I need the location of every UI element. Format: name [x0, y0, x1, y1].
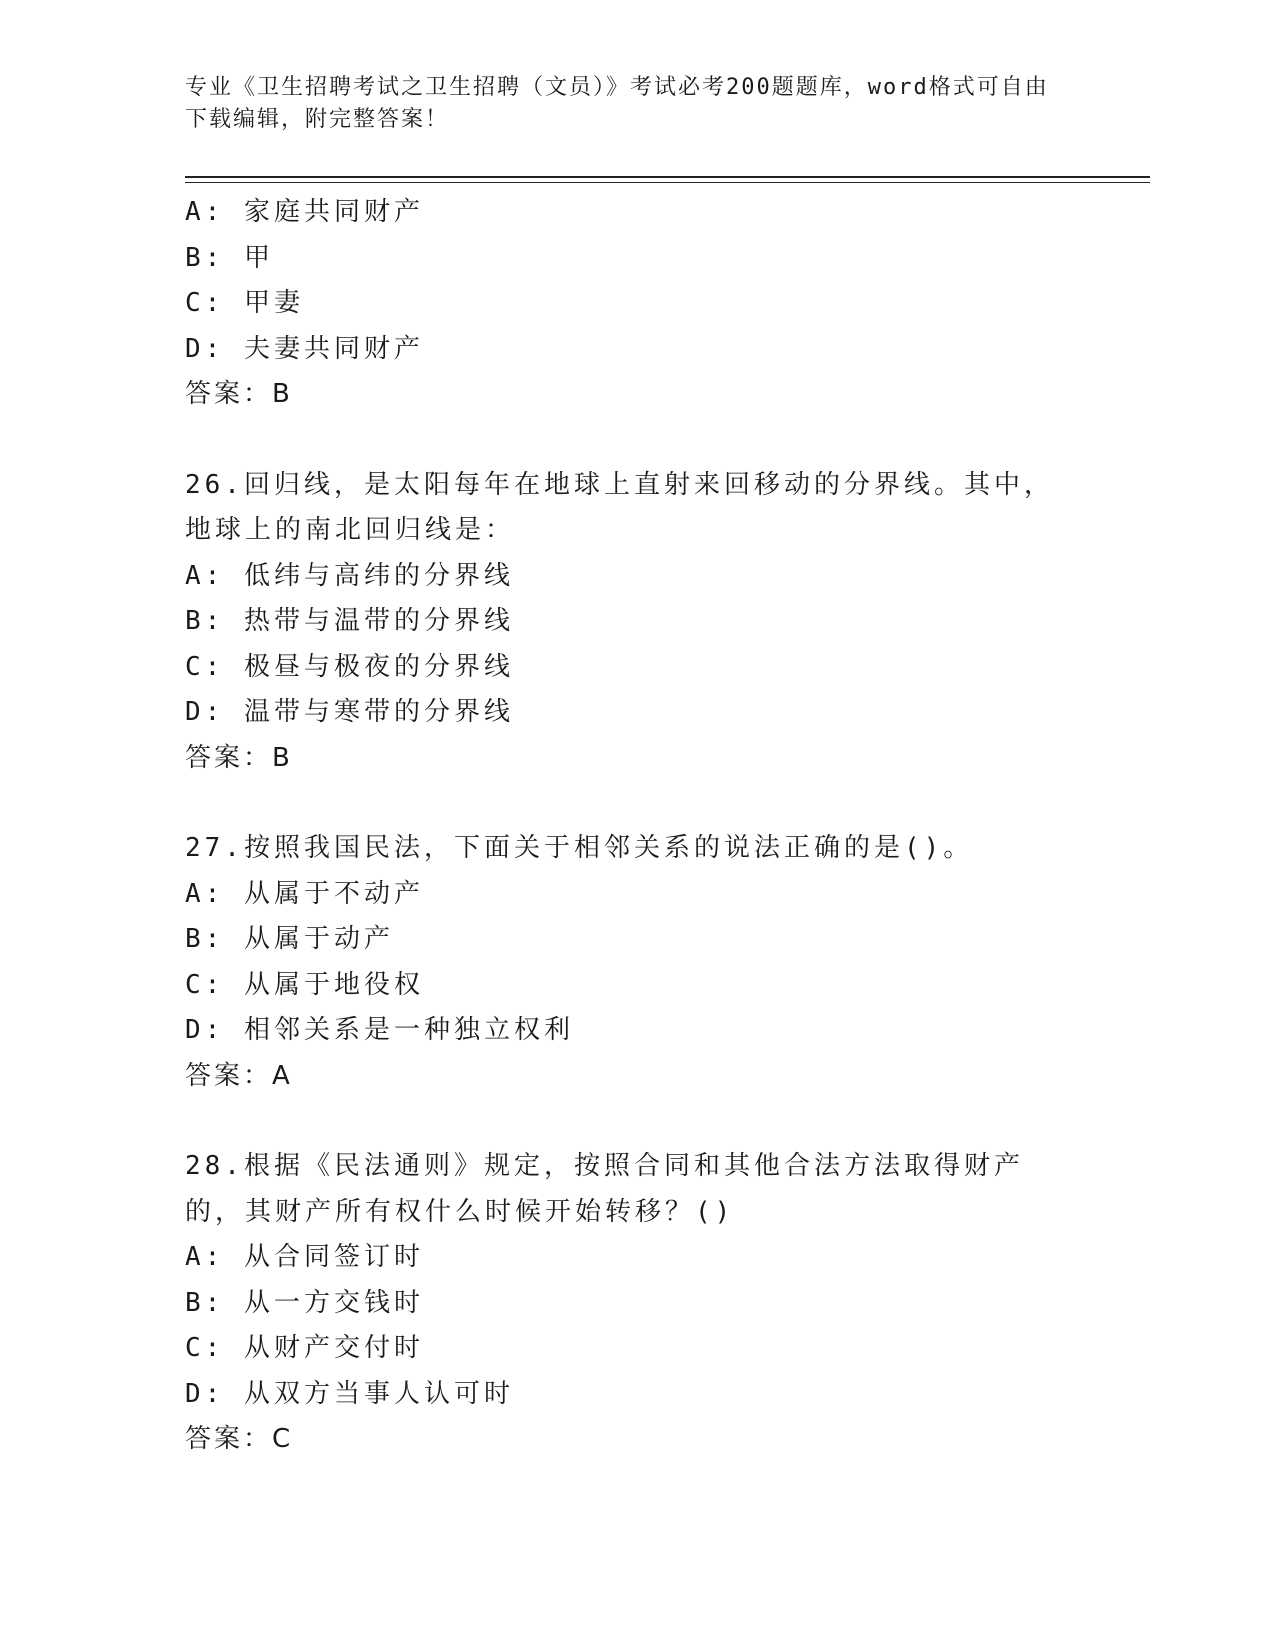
option-b: B: 从属于动产 [185, 924, 394, 954]
header-divider-thick [185, 176, 1150, 178]
question-stem: 27.按照我国民法，下面关于相邻关系的说法正确的是()。 [185, 833, 974, 863]
option-d: D: 夫妻共同财产 [185, 333, 424, 364]
option-d: D: 从双方当事人认可时 [185, 1378, 514, 1409]
answer-line: 答案：A [185, 1060, 293, 1091]
option-d: D: 相邻关系是一种独立权利 [185, 1015, 574, 1045]
question-list [185, 190, 1065, 1463]
option-c: C: 极昼与极夜的分界线 [185, 651, 514, 682]
option-b: B: 从一方交钱时 [185, 1287, 424, 1318]
question-block-26 [185, 463, 1065, 782]
option-b: B: 热带与温带的分界线 [185, 606, 514, 636]
question-block-prev [185, 190, 1065, 418]
option-a: A: 低纬与高纬的分界线 [185, 560, 514, 591]
option-a: A: 家庭共同财产 [185, 197, 424, 227]
option-a: A: 从属于不动产 [185, 878, 424, 909]
question-stem: 26.回归线，是太阳每年在地球上直射来回移动的分界线。其中，地球上的南北回归线是： [185, 469, 1054, 545]
question-block-27 [185, 826, 1065, 1099]
option-c: C: 从属于地役权 [185, 969, 424, 1000]
option-c: C: 甲妻 [185, 288, 304, 318]
option-c: C: 从财产交付时 [185, 1333, 424, 1363]
question-block-28 [185, 1144, 1065, 1463]
option-b: B: 甲 [185, 242, 274, 273]
question-stem: 28.根据《民法通则》规定，按照合同和其他合法方法取得财产的，其财产所有权什么时候开始转移？() [185, 1151, 1024, 1227]
answer-line: 答案：B [185, 742, 293, 773]
option-a: A: 从合同签订时 [185, 1242, 424, 1272]
document-header: 专业《卫生招聘考试之卫生招聘（文员）》考试必考200题题库，word格式可自由下载编辑，附完整答案！ [185, 75, 1049, 132]
option-d: D: 温带与寒带的分界线 [185, 697, 514, 727]
answer-line: 答案：C [185, 1424, 294, 1454]
header-divider-thin [185, 182, 1150, 183]
answer-line: 答案：B [185, 379, 293, 409]
